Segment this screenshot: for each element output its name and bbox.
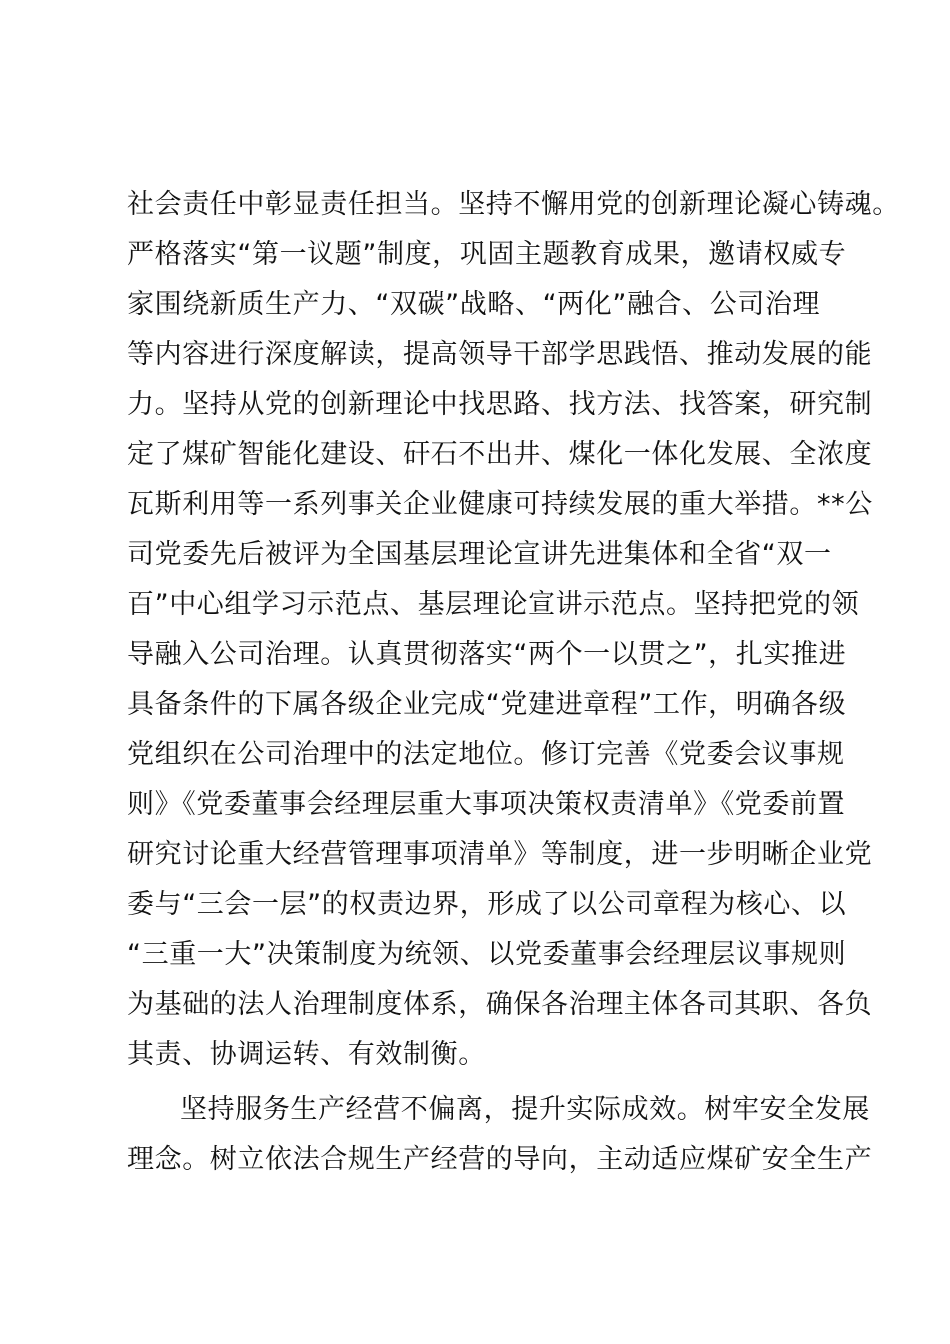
paragraph-line: 其责、协调运转、有效制衡。 <box>127 1039 486 1070</box>
paragraph-line: 坚持服务生产经营不偏离，提升实际成效。树牢安全发展 <box>180 1094 870 1125</box>
paragraph-line: 研究讨论重大经营管理事项清单》等制度，进一步明晰企业党 <box>127 839 873 870</box>
paragraph-line: 则》《党委董事会经理层重大事项决策权责清单》《党委前置 <box>127 789 846 820</box>
paragraph-line: 理念。树立依法合规生产经营的导向，主动适应煤矿安全生产 <box>127 1144 873 1175</box>
paragraph-line: 为基础的法人治理制度体系，确保各治理主体各司其职、各负 <box>127 989 873 1020</box>
paragraph-line: 定了煤矿智能化建设、矸石不出井、煤化一体化发展、全浓度 <box>127 439 873 470</box>
paragraph-line: 具备条件的下属各级企业完成“党建进章程”工作，明确各级 <box>127 689 847 720</box>
paragraph-line: 瓦斯利用等一系列事关企业健康可持续发展的重大举措。**公 <box>127 489 873 520</box>
paragraph-line: 严格落实“第一议题”制度，巩固主题教育成果，邀请权威专 <box>127 239 847 270</box>
paragraph-line: 司党委先后被评为全国基层理论宣讲先进集体和全省“双一 <box>127 539 832 570</box>
paragraph-line: 等内容进行深度解读，提高领导干部学思践悟、推动发展的能 <box>127 339 873 370</box>
paragraph-line: 百”中心组学习示范点、基层理论宣讲示范点。坚持把党的领 <box>127 589 860 620</box>
paragraph-line: 家围绕新质生产力、“双碳”战略、“两化”融合、公司治理 <box>127 289 821 320</box>
paragraph-line: 力。坚持从党的创新理论中找思路、找方法、找答案，研究制 <box>127 389 873 420</box>
paragraph-line: 导融入公司治理。认真贯彻落实“两个一以贯之”，扎实推进 <box>127 639 847 670</box>
paragraph-line: 社会责任中彰显责任担当。坚持不懈用党的创新理论凝心铸魂。 <box>127 189 900 220</box>
paragraph-line: “三重一大”决策制度为统领、以党委董事会经理层议事规则 <box>127 939 847 970</box>
paragraph-line: 党组织在公司治理中的法定地位。修订完善《党委会议事规 <box>127 739 845 770</box>
paragraph-line: 委与“三会一层”的权责边界，形成了以公司章程为核心、以 <box>127 889 847 920</box>
